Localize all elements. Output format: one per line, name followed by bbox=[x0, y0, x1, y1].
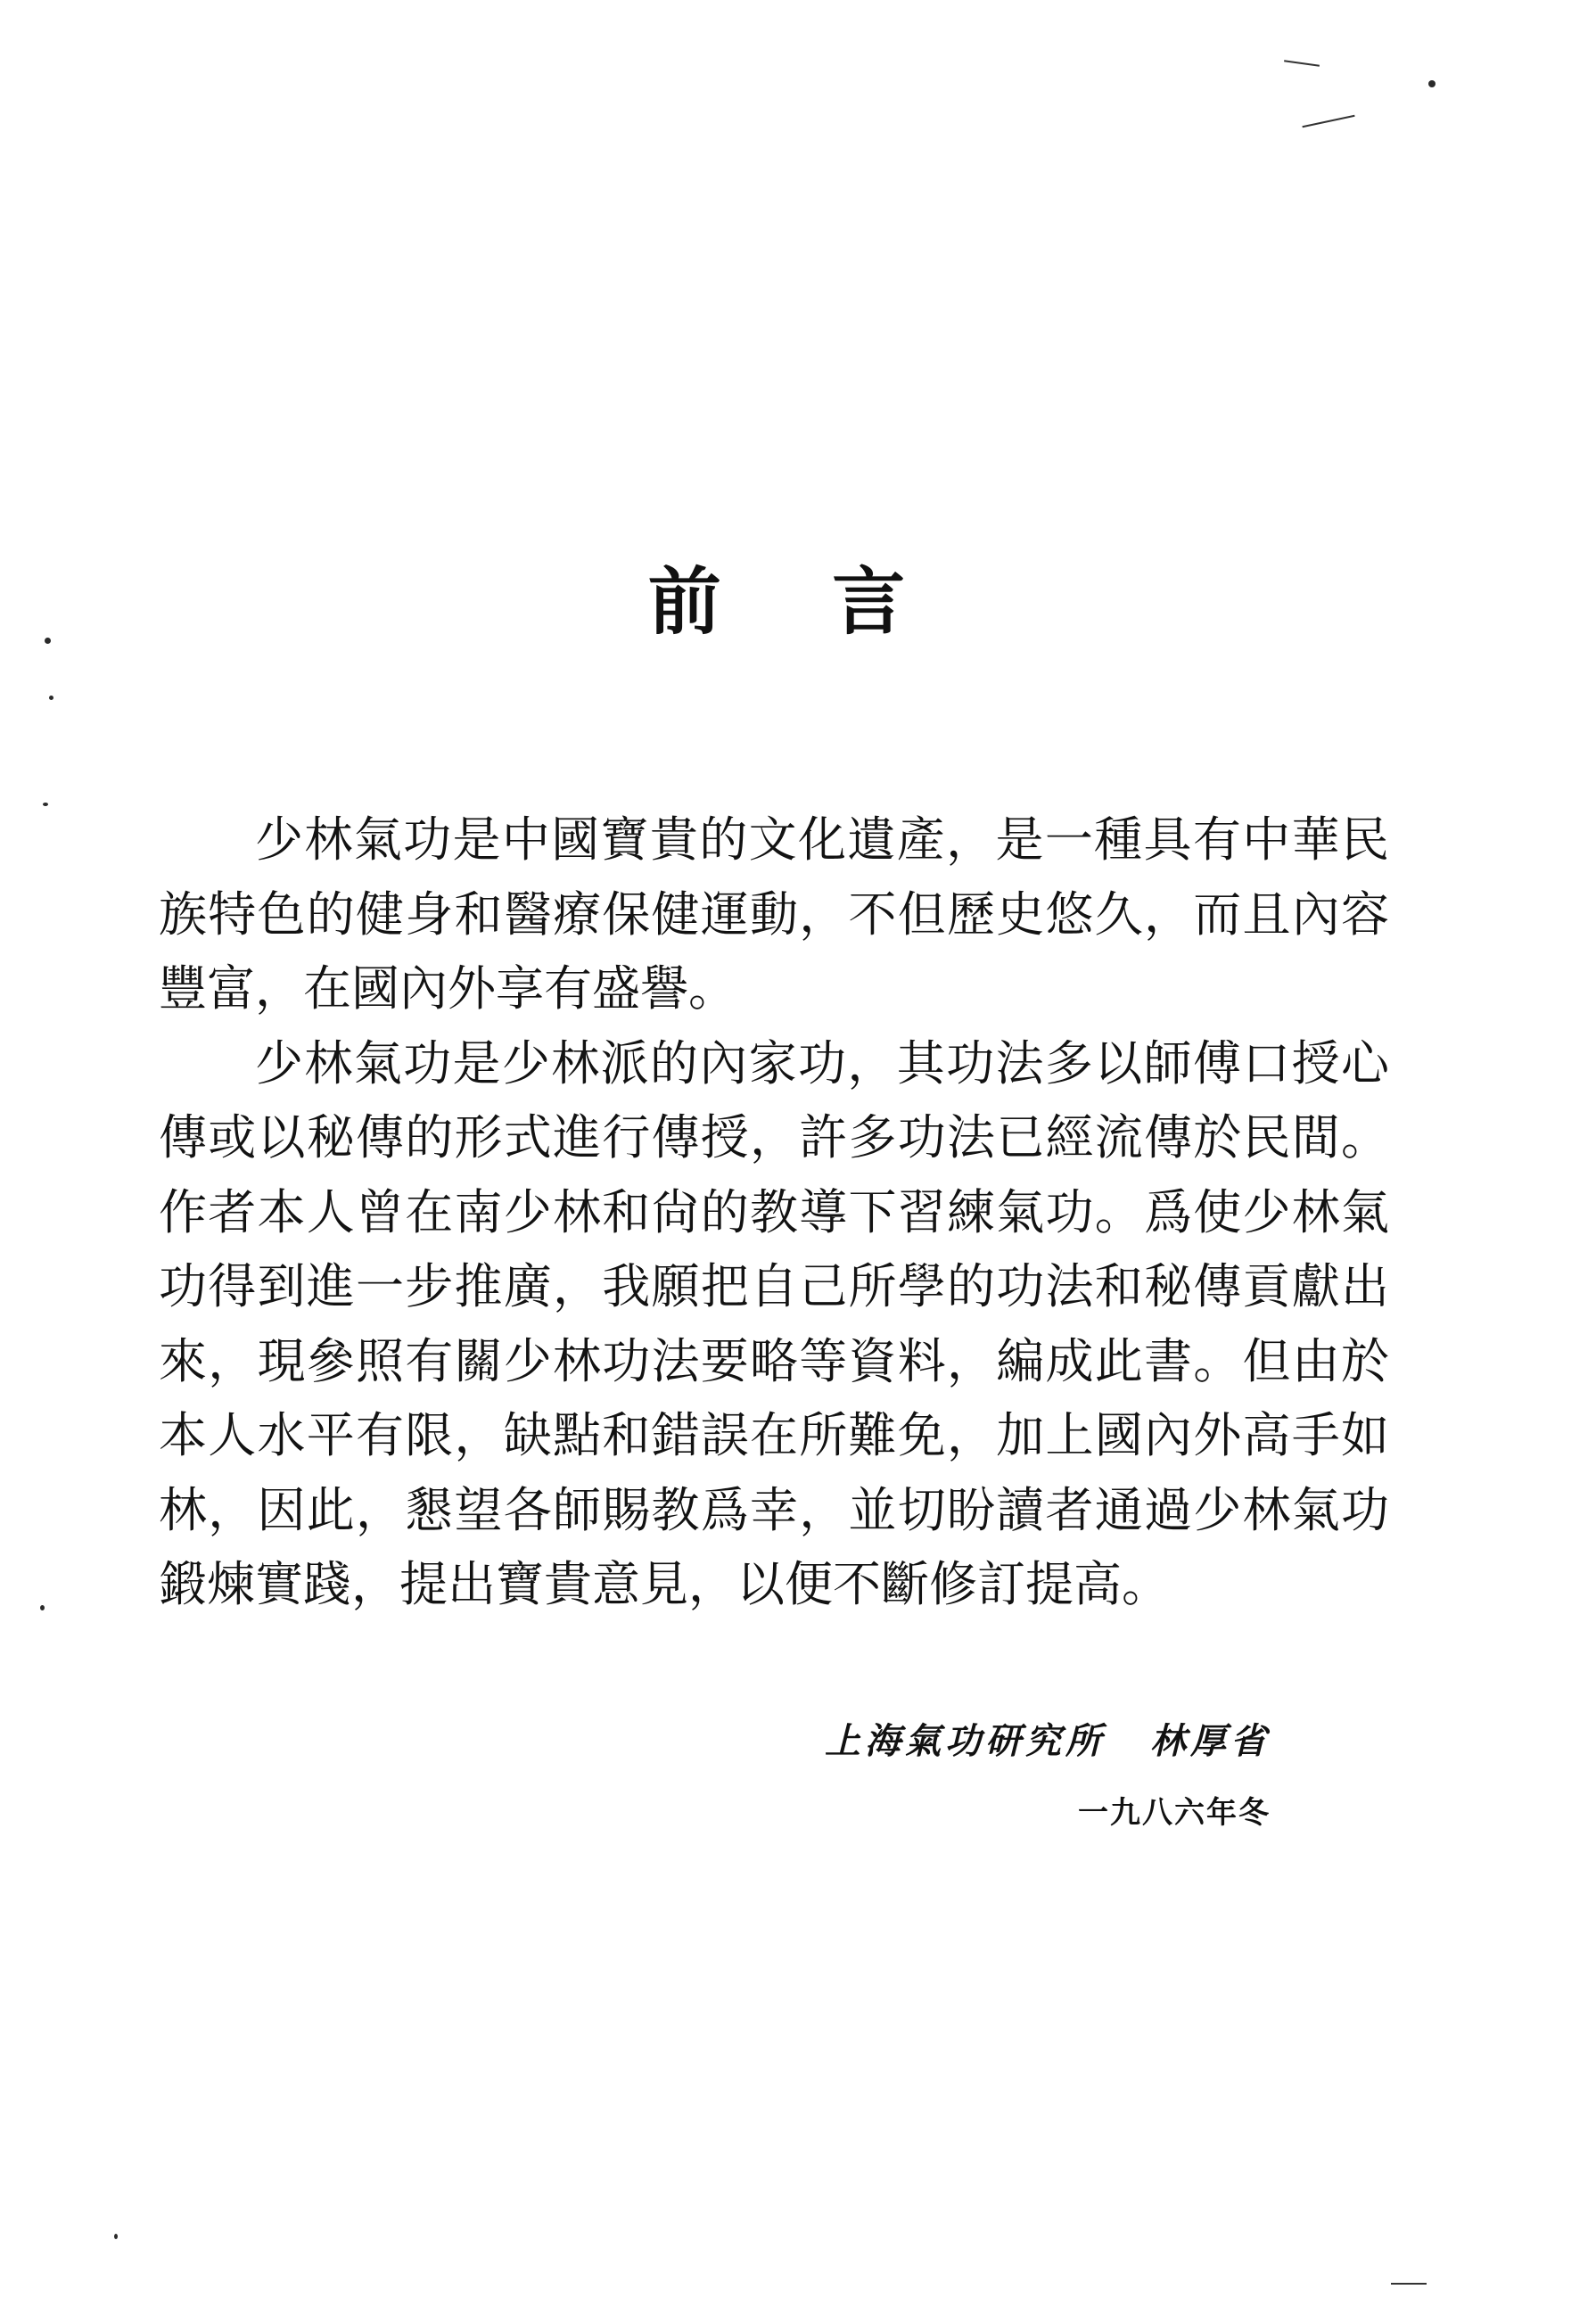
scan-speck bbox=[40, 1605, 45, 1610]
paragraph-2-line-1: 少林氣功是少林派的內家功，其功法多以師傅口授心 bbox=[255, 1034, 1389, 1091]
signature-block bbox=[825, 1719, 1271, 1832]
scan-mark bbox=[1302, 115, 1354, 128]
paragraph-2-line-7: 林，因此，懇望各師賜教爲幸，並切盼讀者通過少林氣功 bbox=[159, 1481, 1389, 1538]
signature-organization: 上海氣功研究所 bbox=[825, 1720, 1106, 1762]
scan-mark bbox=[1284, 60, 1320, 67]
scan-speck bbox=[49, 696, 53, 700]
signature-date: 一九八六年冬 bbox=[1078, 1795, 1271, 1831]
paragraph-2-line-6: 本人水平有限，缺點和錯誤在所難免，加上國內外高手如 bbox=[159, 1407, 1389, 1463]
scan-speck bbox=[114, 2234, 118, 2239]
signature-author: 林厚省 bbox=[1150, 1720, 1271, 1762]
signature-org-line bbox=[825, 1719, 1271, 1764]
paragraph-2-line-3: 作者本人曾在南少林和尙的教導下習練氣功。爲使少林氣 bbox=[159, 1183, 1389, 1240]
paragraph-2-line-4: 功得到進一步推廣，我願把自己所學的功法和秘傳貢獻出 bbox=[159, 1258, 1389, 1314]
paragraph-1-line-2: 族特色的健身和醫療保健運動，不但歷史悠久，而且內容 bbox=[159, 885, 1389, 943]
paragraph-2-line-8: 鍛煉實踐，提出寶貴意見，以便不斷修訂提高。 bbox=[159, 1556, 1170, 1612]
scan-speck bbox=[1428, 80, 1436, 87]
paragraph-1-line-1: 少林氣功是中國寶貴的文化遺產，是一種具有中華民 bbox=[255, 811, 1389, 868]
scan-mark bbox=[1391, 2283, 1427, 2285]
scan-speck bbox=[45, 638, 51, 644]
paragraph-1-line-3: 豐富，在國內外享有盛譽。 bbox=[159, 960, 736, 1017]
paragraph-2-line-5: 來，現參照有關少林功法要略等資料，編成此書。但由於 bbox=[159, 1332, 1389, 1389]
paragraph-2-line-2: 傳或以秘傳的形式進行傳授，許多功法已經流傳於民間。 bbox=[159, 1109, 1389, 1165]
preface-body bbox=[159, 803, 1389, 1622]
page-title: 前 言 bbox=[647, 559, 949, 645]
scan-speck bbox=[43, 803, 48, 806]
